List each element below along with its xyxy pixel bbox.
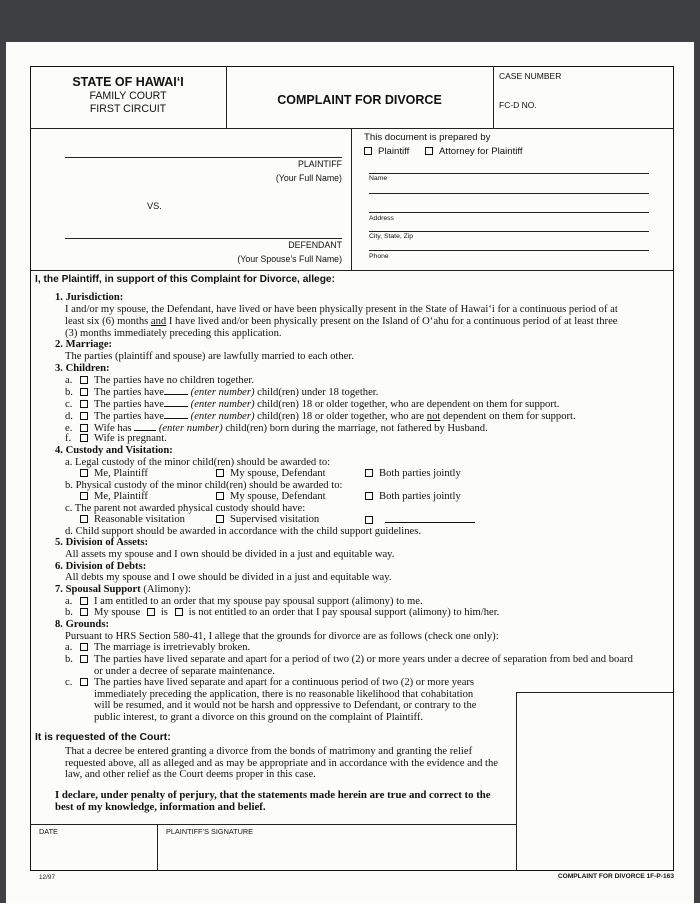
marriage-line-1: The parties (plaintiff and spouse) are lawfully married to each other. <box>65 351 354 362</box>
preparer-phone-label: Phone <box>369 253 389 260</box>
plaintiff-label: PLAINTIFF <box>298 159 342 169</box>
visitation-supervised[interactable] <box>216 514 319 526</box>
section-grounds-title: 8. Grounds: <box>55 619 109 630</box>
checkbox-icon <box>80 655 88 663</box>
prepared-by-plaintiff-option[interactable] <box>364 146 409 157</box>
visitation-reasonable[interactable] <box>80 514 185 526</box>
option-text: The parties have <box>94 387 165 398</box>
option-text: is not entitled to an order that I pay spousal support (alimony) to him/her. <box>188 607 500 618</box>
section-marriage-title: 2. Marriage: <box>55 339 113 350</box>
option-text: child(ren) born during the marriage, not fathered by Husband. <box>222 423 488 434</box>
preparer-address-label: Address <box>369 215 394 222</box>
declaration-line-1: I declare, under penalty of perjury, that the statements made herein are true and correct to the <box>55 789 491 801</box>
option-label: Plaintiff <box>378 146 410 157</box>
plaintiff-name-line[interactable] <box>65 157 342 158</box>
checkbox-icon <box>365 492 373 500</box>
legal-custody-spouse[interactable] <box>216 468 326 480</box>
option-text: The parties have <box>94 411 165 422</box>
grounds-option-b[interactable] <box>65 654 633 666</box>
number-blank[interactable] <box>134 422 156 431</box>
other-visitation-blank[interactable] <box>385 514 475 523</box>
option-text: I am entitled to an order that my spouse pay spousal support (alimony) to me. <box>94 596 423 607</box>
item-letter: b. <box>65 654 73 665</box>
checkbox-icon <box>147 608 155 616</box>
signature-field[interactable] <box>159 836 514 869</box>
section-children-title: 3. Children: <box>55 363 110 374</box>
checkbox-icon <box>365 469 373 477</box>
field-hint: (enter number) <box>190 411 255 422</box>
visitation-line: c. The parent not awarded physical custody should have: <box>65 503 306 514</box>
field-hint: (enter number) <box>158 423 223 434</box>
alimony-option-a[interactable] <box>65 596 423 608</box>
checkbox-icon <box>80 597 88 605</box>
option-text: not <box>426 411 441 422</box>
field-hint: (enter number) <box>190 399 255 410</box>
header-sep-2 <box>493 66 494 128</box>
jurisdiction-line-1: I and/or my spouse, the Defendant, have lived or have been physically present in the State of Hawai‘i for a continuous period of at <box>65 304 618 315</box>
child-support-line: d. Child support should be awarded in accordance with the child support guidelines. <box>65 526 421 537</box>
physical-custody-line: b. Physical custody of the minor child(ren) should be awarded to: <box>65 480 343 491</box>
fcd-number-label: FC-D NO. <box>499 100 537 110</box>
option-text: Reasonable visitation <box>94 514 185 525</box>
option-text: Me, Plaintiff <box>94 491 148 502</box>
request-title: It is requested of the Court: <box>35 732 171 743</box>
checkbox-icon <box>216 492 224 500</box>
option-text: dependent on them for support. <box>440 411 576 422</box>
visitation-other[interactable] <box>365 514 475 527</box>
assets-line: All assets my spouse and I own should be divided in a just and equitable way. <box>65 549 395 560</box>
judge-signature-box <box>516 692 674 871</box>
grounds-option-b-cont: or under a decree of separate maintenance. <box>94 666 275 677</box>
court-name: FAMILY COURT <box>89 90 167 102</box>
physical-custody-spouse[interactable] <box>216 491 326 503</box>
option-label: Attorney for Plaintiff <box>439 146 523 157</box>
defendant-name-line[interactable] <box>65 238 342 239</box>
signature-label: PLAINTIFF’S SIGNATURE <box>166 827 254 836</box>
jurisdiction-line-2 <box>65 316 617 328</box>
text-fragment: and <box>150 316 167 327</box>
defendant-label: DEFENDANT <box>288 240 342 250</box>
checkbox-icon <box>365 516 373 524</box>
item-letter: e. <box>65 423 73 434</box>
option-text: The marriage is irretrievably broken. <box>94 642 251 653</box>
debts-line: All debts my spouse and I owe should be divided in a just and equitable way. <box>65 572 392 583</box>
preparer-address-line[interactable] <box>369 212 649 213</box>
option-text: Wife has <box>94 423 135 434</box>
request-line-3: law, and other relief as the Court deems proper in this case. <box>65 769 316 780</box>
preparer-address-line-2[interactable] <box>369 231 649 232</box>
item-letter: a. <box>65 642 73 653</box>
request-line-1: That a decree be entered granting a divorce from the bonds of matrimony and granting the relief <box>65 746 473 757</box>
option-text: My spouse, Defendant <box>230 468 326 479</box>
case-number-label: CASE NUMBER <box>499 71 562 81</box>
option-text: child(ren) 18 or older together, who are <box>254 411 427 422</box>
plaintiff-hint: (Your Full Name) <box>275 173 342 183</box>
number-blank[interactable] <box>164 398 188 407</box>
section-title: 7. Spousal Support <box>55 584 141 595</box>
item-letter: b. <box>65 387 73 398</box>
section-debts-title: 6. Division of Debts: <box>55 561 147 572</box>
option-text: Me, Plaintiff <box>94 468 148 479</box>
parties-divider <box>30 270 674 271</box>
grounds-intro: Pursuant to HRS Section 580-41, I allege that the grounds for divorce are as follows (check one only): <box>65 631 499 642</box>
grounds-option-c-line-4: public interest, to grant a divorce on this ground on the complaint of Plaintiff. <box>94 712 424 723</box>
section-jurisdiction-title: 1. Jurisdiction: <box>55 292 124 303</box>
alimony-option-b[interactable] <box>65 607 499 619</box>
children-option-f[interactable] <box>65 433 167 445</box>
item-letter: c. <box>65 399 73 410</box>
option-text: is <box>160 607 168 618</box>
item-letter: c. <box>65 677 73 688</box>
preparer-city-label: City, State, Zip <box>369 233 414 240</box>
declaration-line-2: best of my knowledge, information and belief. <box>55 801 266 813</box>
number-blank[interactable] <box>164 386 188 395</box>
option-text: child(ren) 18 or older together, who are dependent on them for support. <box>254 399 560 410</box>
complaint-intro: I, the Plaintiff, in support of this Complaint for Divorce, allege: <box>35 274 335 285</box>
legal-custody-line: a. Legal custody of the minor child(ren) should be awarded to: <box>65 457 331 468</box>
checkbox-icon <box>80 412 88 420</box>
legal-custody-plaintiff[interactable] <box>80 468 148 480</box>
item-letter: a. <box>65 596 73 607</box>
form-page <box>6 42 694 903</box>
checkbox-icon <box>80 515 88 523</box>
option-text: The parties have <box>94 399 165 410</box>
legal-custody-joint[interactable] <box>365 468 461 480</box>
option-text: Wife is pregnant. <box>94 433 167 444</box>
checkbox-icon <box>425 147 433 155</box>
grounds-option-c-line-2: immediately preceding the application, there is no reasonable likelihood that cohabitation <box>94 689 474 700</box>
option-text: Both parties jointly <box>379 468 461 479</box>
text-fragment: I have lived and/or been physically present on the Island of O‘ahu for a continuous period of at least three <box>166 316 618 327</box>
versus-label: VS. <box>147 201 162 211</box>
date-label: DATE <box>39 827 58 836</box>
checkbox-icon <box>80 608 88 616</box>
section-custody-title: 4. Custody and Visitation: <box>55 445 173 456</box>
number-blank[interactable] <box>164 410 188 419</box>
option-text: The parties have lived separate and apart for a continuous period of two (2) or more years <box>94 677 475 688</box>
form-number: COMPLAINT FOR DIVORCE 1F-P-163 <box>557 873 674 880</box>
checkbox-icon <box>175 608 183 616</box>
preparer-name-line-2[interactable] <box>369 193 649 194</box>
checkbox-icon <box>80 434 88 442</box>
option-text: Supervised visitation <box>230 514 320 525</box>
children-option-c[interactable] <box>65 398 559 411</box>
physical-custody-joint[interactable] <box>365 491 461 503</box>
text-fragment: least six (6) months <box>65 316 151 327</box>
preparer-name-label: Name <box>369 175 388 182</box>
checkbox-icon <box>80 643 88 651</box>
checkbox-icon <box>80 678 88 686</box>
signature-row-divider <box>30 824 517 825</box>
children-option-b[interactable] <box>65 386 378 399</box>
checkbox-icon <box>80 376 88 384</box>
state-title: STATE OF HAWAI‘I <box>72 75 184 89</box>
grounds-option-c-line-3: will be resumed, and it would not be harsh and oppressive to Defendant, or contrary to the <box>94 700 477 711</box>
jurisdiction-line-3: (3) months immediately preceding this application. <box>65 328 282 339</box>
header-divider <box>30 128 674 129</box>
date-field[interactable] <box>32 836 155 869</box>
children-option-d[interactable] <box>65 410 576 423</box>
option-text: The parties have lived separate and apart for a period of two (2) or more years under a decree of separation from bed and board <box>94 654 633 665</box>
preparer-city-line[interactable] <box>369 250 649 251</box>
option-text: The parties have no children together. <box>94 375 255 386</box>
item-letter: b. <box>65 607 73 618</box>
section-alimony-title <box>55 584 191 596</box>
section-title-rest: (Alimony): <box>140 584 191 595</box>
prepared-by-title: This document is prepared by <box>364 132 491 143</box>
case-number-field[interactable] <box>546 96 666 110</box>
checkbox-icon <box>80 388 88 396</box>
document-title: COMPLAINT FOR DIVORCE <box>277 93 442 107</box>
item-letter: d. <box>65 411 73 422</box>
grounds-option-a[interactable] <box>65 642 250 654</box>
checkbox-icon <box>80 424 88 432</box>
checkbox-icon <box>80 469 88 477</box>
section-assets-title: 5. Division of Assets: <box>55 537 148 548</box>
checkbox-icon <box>216 469 224 477</box>
option-text: My spouse, Defendant <box>230 491 326 502</box>
physical-custody-plaintiff[interactable] <box>80 491 148 503</box>
request-line-2: requested above, all as alleged and as may be appropriate and in accordance with the evidence and the <box>65 758 498 769</box>
children-option-a[interactable] <box>65 375 254 387</box>
checkbox-icon <box>80 400 88 408</box>
signature-row-sep <box>157 824 158 871</box>
defendant-hint: (Your Spouse’s Full Name) <box>237 254 342 264</box>
checkbox-icon <box>364 147 372 155</box>
option-text: child(ren) under 18 together. <box>254 387 379 398</box>
circuit-name: FIRST CIRCUIT <box>89 103 167 115</box>
revision-date: 12/97 <box>39 874 55 881</box>
grounds-option-c[interactable] <box>65 677 474 689</box>
option-text: Both parties jointly <box>379 491 461 502</box>
item-letter: f. <box>65 433 72 444</box>
preparer-name-line[interactable] <box>369 173 649 174</box>
parties-sep <box>351 128 352 270</box>
field-hint: (enter number) <box>190 387 255 398</box>
item-letter: a. <box>65 375 73 386</box>
option-text: My spouse <box>94 607 141 618</box>
prepared-by-attorney-option[interactable] <box>425 146 523 157</box>
checkbox-icon <box>216 515 224 523</box>
checkbox-icon <box>80 492 88 500</box>
